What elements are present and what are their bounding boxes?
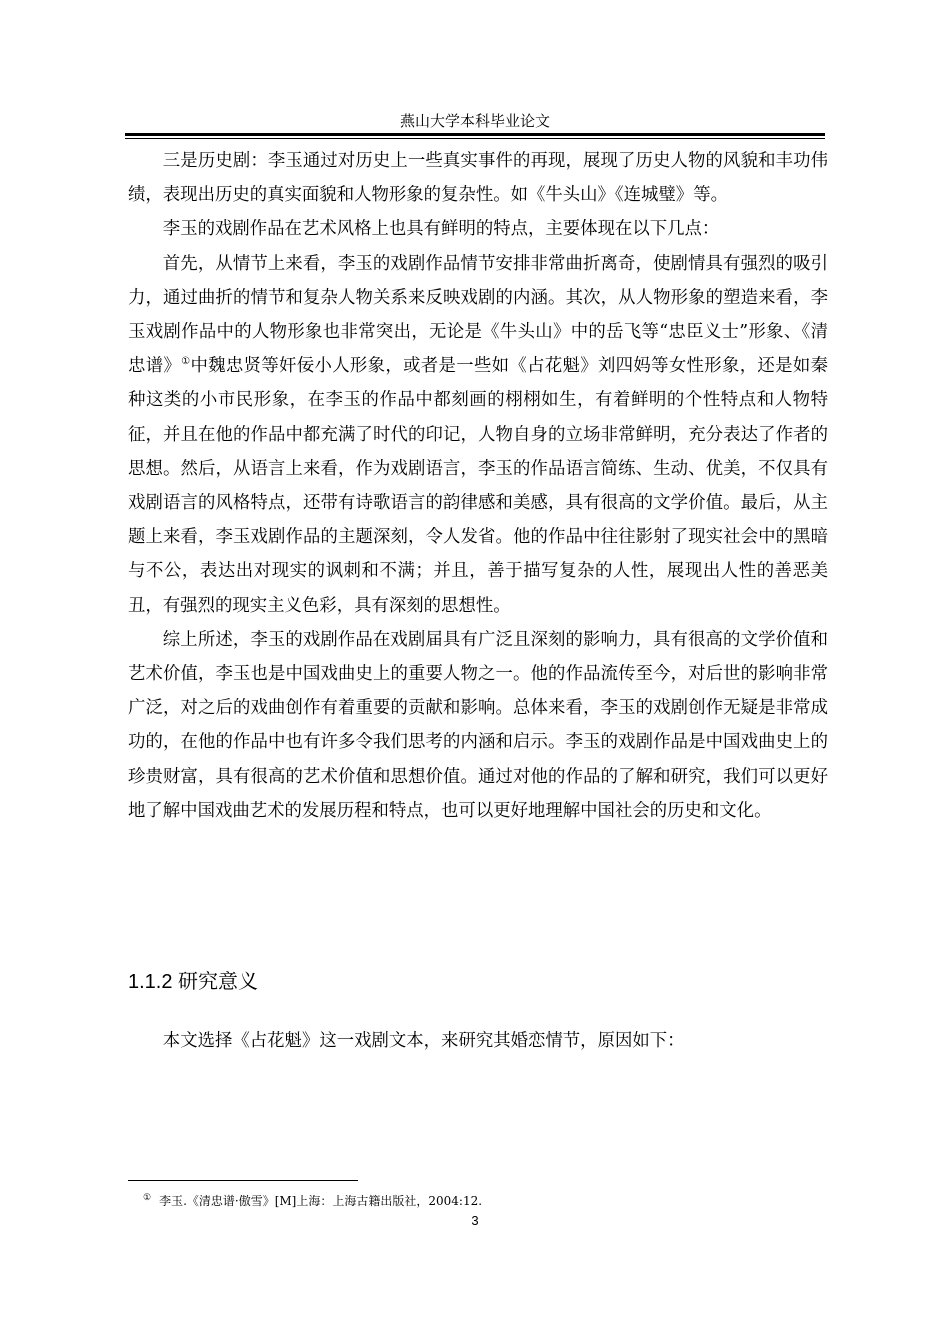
footnote-reference[interactable]: ① — [181, 356, 191, 368]
body-text — [128, 144, 828, 828]
paragraph-summary: 综上所述，李玉的戏剧作品在戏剧届具有广泛且深刻的影响力，具有很高的文学价值和艺术价值，李玉也是中国戏曲史上的重要人物之一。他的作品流传至今，对后世的影响非常广泛，对之后的戏曲创作有着重要的贡献和影响。总体来看，李玉的戏剧创作无疑是非常成功的，在他的作品中也有许多令我们思考的内涵和启示。李玉的戏剧作品是中国戏曲史上的珍贵财富，具有很高的艺术价值和思想价值。通过对他的作品的了解和研究，我们可以更好地了解中国戏曲艺术的发展历程和特点，也可以更好地理解中国社会的历史和文化。 — [128, 629, 828, 821]
header-rule-thick — [125, 133, 825, 136]
paragraph-text-part-2: 中魏忠贤等奸佞小人形象，或者是一些如《占花魁》刘四妈等女性形象，还是如秦种这类的小市民形象，在李玉的作品中都刻画的栩栩如生，有着鲜明的个性特点和人物特征，并且在他的作品中都充满了时代的印记，人物自身的立场非常鲜明，充分表达了作者的思想。然后，从语言上来看，作为戏剧语言，李玉的作品语言简练、生动、优美，不仅具有戏剧语言的风格特点，还带有诗歌语言的韵律感和美感，具有很高的文学价值。最后，从主题上来看，李玉戏剧作品的主题深刻，令人发省。他的作品中往往影射了现实社会中的黑暗与不公，表达出对现实的讽刺和不满；并且，善于描写复杂的人性，展现出人性的善恶美丑，有强烈的现实主义色彩，具有深刻的思想性。 — [128, 356, 828, 616]
paragraph-text-part-1: 首先，从情节上来看，李玉的戏剧作品情节安排非常曲折离奇，使剧情具有强烈的吸引力，通过曲折的情节和复杂人物关系来反映戏剧的内涵。其次，从人物形象的塑造来看，李玉戏剧作品中的人物形象也非常突出，无论是《牛头山》中的岳飞等“忠臣义士”形象、《清忠谱》 — [128, 253, 828, 377]
paragraph-section-intro: 本文选择《占花魁》这一戏剧文本，来研究其婚恋情节，原因如下： — [162, 1031, 685, 1051]
footnote-mark: ① — [143, 1193, 152, 1203]
footnote-rule — [128, 1180, 358, 1181]
footnote — [143, 1190, 482, 1209]
section-heading: 1.1.2 研究意义 — [128, 971, 259, 993]
running-header: 燕山大学本科毕业论文 — [399, 112, 550, 130]
page-number: 3 — [471, 1213, 479, 1228]
paragraph-art-style-detail — [128, 247, 828, 623]
header-rule-thin — [125, 138, 825, 139]
paragraph-art-style-intro: 李玉的戏剧作品在艺术风格上也具有鲜明的特点，主要体现在以下几点： — [162, 219, 720, 240]
paragraph-historical-drama: 三是历史剧：李玉通过对历史上一些真实事件的再现，展现了历史人物的风貌和丰功伟绩，表现出历史的真实面貌和人物形象的复杂性。如《牛头山》《连城璧》等。 — [128, 151, 828, 206]
footnote-text: 李玉.《清忠谱·傲雪》[M]上海：上海古籍出版社，2004:12. — [159, 1194, 483, 1208]
